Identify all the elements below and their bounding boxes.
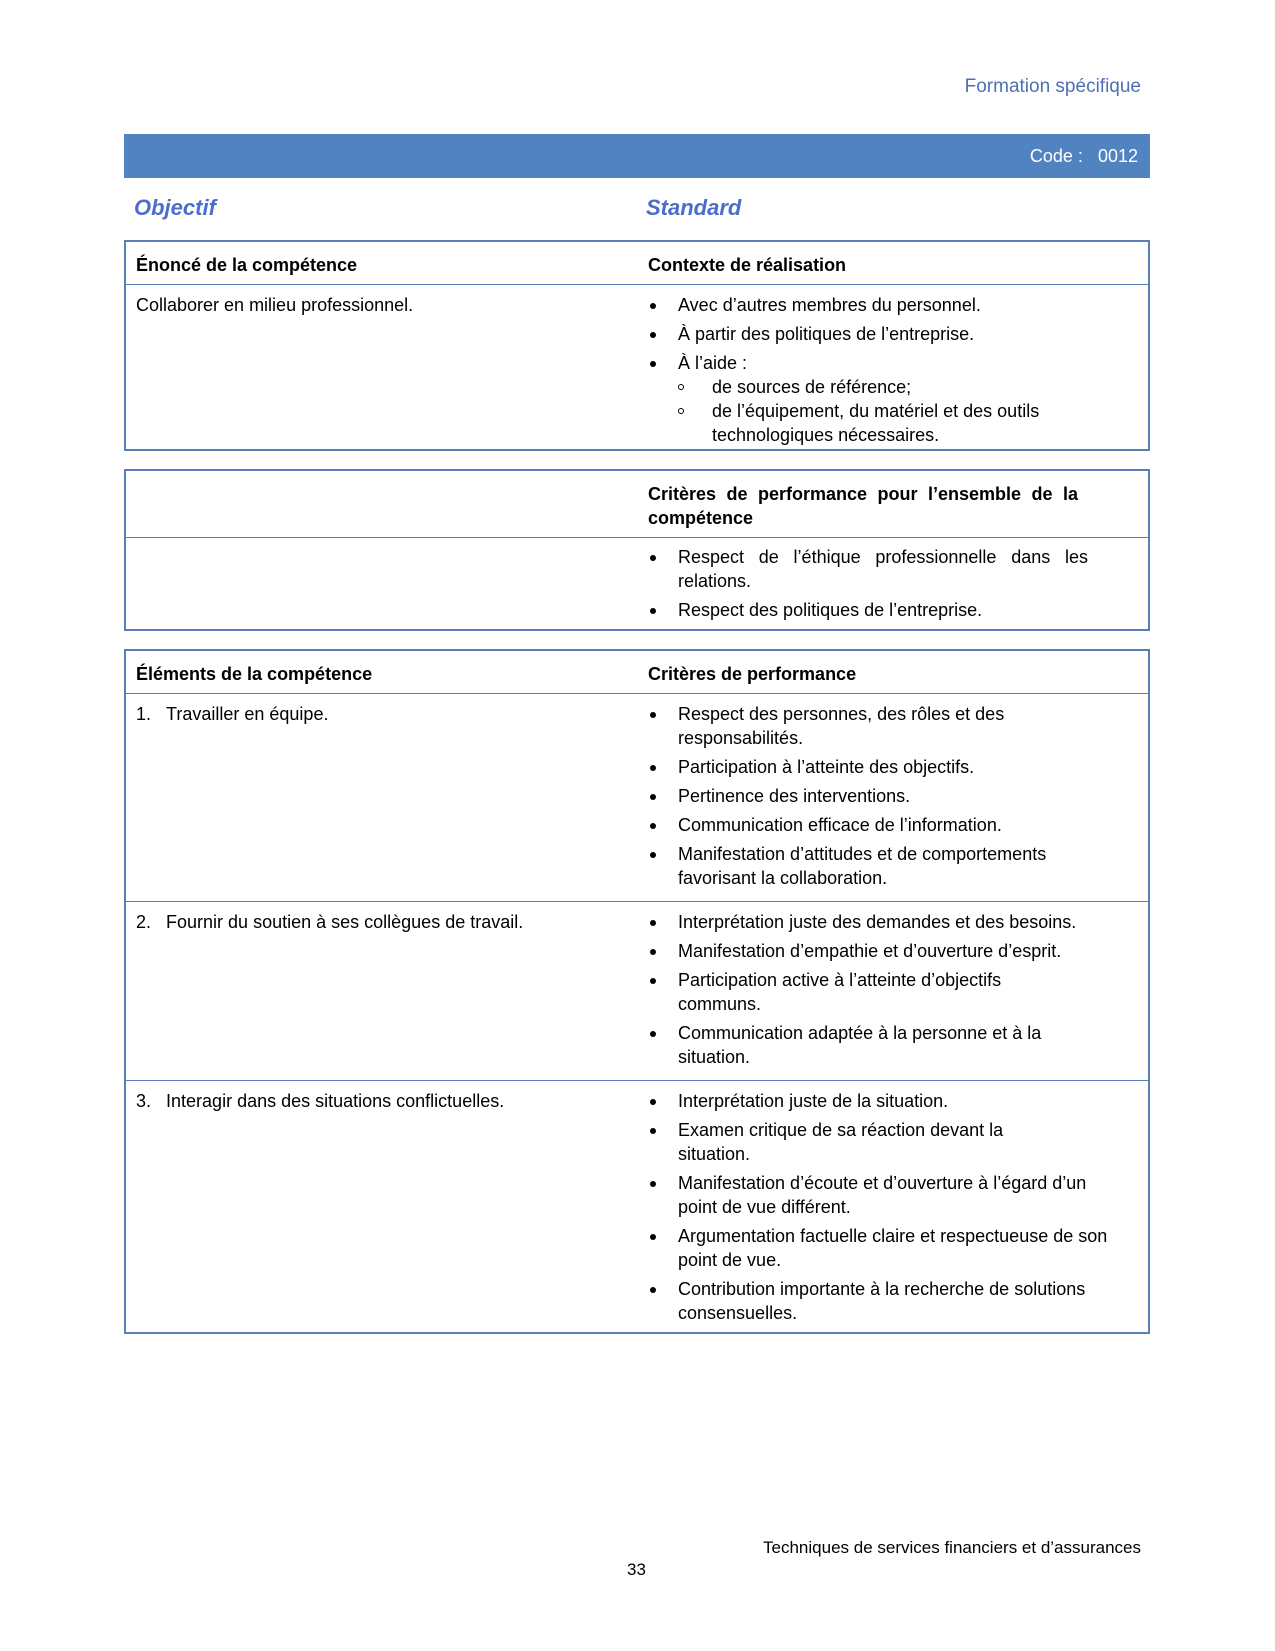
overall-criteria-heading: Critères de performance pour l’ensemble de la compétence (648, 484, 1078, 528)
overall-criteria-table (124, 469, 1150, 631)
performance-criteria-heading: Critères de performance (648, 664, 857, 684)
criteria-list (648, 702, 1078, 890)
section-label: Formation spécifique (964, 76, 1141, 97)
bullet-icon (650, 978, 656, 984)
criteria-list (648, 910, 1118, 1069)
element-row-3 (126, 1080, 1148, 1332)
circle-bullet-icon (678, 408, 684, 414)
list-item: Contribution importante à la recherche de solutions consensuelles. (648, 1277, 1088, 1325)
code-value: 0012 (1097, 146, 1138, 166)
elements-heading: Éléments de la compétence (136, 664, 373, 684)
context-list (648, 293, 1132, 375)
bullet-icon (650, 555, 656, 561)
bullet-icon (650, 949, 656, 955)
list-item: Respect des politiques de l’entreprise. (648, 598, 1088, 622)
criteria-list (648, 1089, 1118, 1325)
list-item: Manifestation d’attitudes et de comportements favorisant la collaboration. (648, 842, 1078, 890)
overall-criteria-row (126, 538, 1148, 629)
competence-row (126, 285, 1148, 449)
bullet-icon (650, 1287, 656, 1293)
competence-table (124, 240, 1150, 451)
element-title: 3. Interagir dans des situations conflictuelles. (136, 1091, 505, 1111)
circle-bullet-icon (678, 384, 684, 390)
standard-heading: Standard (646, 195, 742, 220)
page-number: 33 (627, 1560, 646, 1579)
competence-statement-heading: Énoncé de la compétence (136, 255, 358, 275)
list-item: Avec d’autres membres du personnel. (648, 293, 1132, 317)
bullet-icon (650, 608, 656, 614)
list-item: Participation à l’atteinte des objectifs. (648, 755, 1078, 779)
bullet-icon (650, 1234, 656, 1240)
code-text (1030, 146, 1138, 167)
elements-table-header (126, 651, 1148, 694)
bullet-icon (650, 852, 656, 858)
list-item: Respect de l’éthique professionnelle dans les relations. (648, 545, 1088, 593)
bullet-icon (650, 765, 656, 771)
competence-table-header (126, 242, 1148, 285)
list-item: Respect des personnes, des rôles et des responsabilités. (648, 702, 1078, 750)
objective-heading: Objectif (134, 195, 216, 220)
list-item: Participation active à l’atteinte d’objectifs communs. (648, 968, 1078, 1016)
list-item: Interprétation juste des demandes et des besoins. (648, 910, 1118, 934)
competence-statement: Collaborer en milieu professionnel. (136, 295, 414, 315)
code-bar (124, 134, 1150, 178)
list-item: Manifestation d’écoute et d’ouverture à l’égard d’un point de vue différent. (648, 1171, 1128, 1219)
list-item: Examen critique de sa réaction devant la situation. (648, 1118, 1078, 1166)
bullet-icon (650, 1099, 656, 1105)
bullet-icon (650, 920, 656, 926)
list-item: Communication adaptée à la personne et à la situation. (648, 1021, 1118, 1069)
list-item: À partir des politiques de l’entreprise. (648, 322, 1132, 346)
bullet-icon (650, 1031, 656, 1037)
overall-criteria-list (648, 545, 1088, 622)
bullet-icon (650, 1128, 656, 1134)
context-sublist (648, 375, 1132, 447)
overall-criteria-header (126, 471, 1148, 538)
bullet-icon (650, 303, 656, 309)
list-item: À l’aide : (648, 351, 1132, 375)
bullet-icon (650, 361, 656, 367)
sub-list-item: de sources de référence; (648, 375, 1132, 399)
bullet-icon (650, 823, 656, 829)
footer-title: Techniques de services financiers et d’assurances (763, 1538, 1141, 1557)
code-label: Code : (1029, 146, 1083, 166)
list-item: Argumentation factuelle claire et respectueuse de son point de vue. (648, 1224, 1148, 1272)
context-heading: Contexte de réalisation (648, 255, 847, 275)
bullet-icon (650, 712, 656, 718)
bullet-icon (650, 332, 656, 338)
list-item: Communication efficace de l’information. (648, 813, 1078, 837)
element-row-2 (126, 901, 1148, 1080)
sub-list-item: de l’équipement, du matériel et des outils technologiques nécessaires. (648, 399, 1092, 447)
bullet-icon (650, 794, 656, 800)
list-item: Pertinence des interventions. (648, 784, 1078, 808)
element-row-1 (126, 694, 1148, 901)
elements-table (124, 649, 1150, 1334)
list-item: Manifestation d’empathie et d’ouverture d’esprit. (648, 939, 1118, 963)
list-item: Interprétation juste de la situation. (648, 1089, 1118, 1113)
element-title: 2. Fournir du soutien à ses collègues de travail. (136, 912, 524, 932)
element-title: 1. Travailler en équipe. (136, 704, 329, 724)
bullet-icon (650, 1181, 656, 1187)
